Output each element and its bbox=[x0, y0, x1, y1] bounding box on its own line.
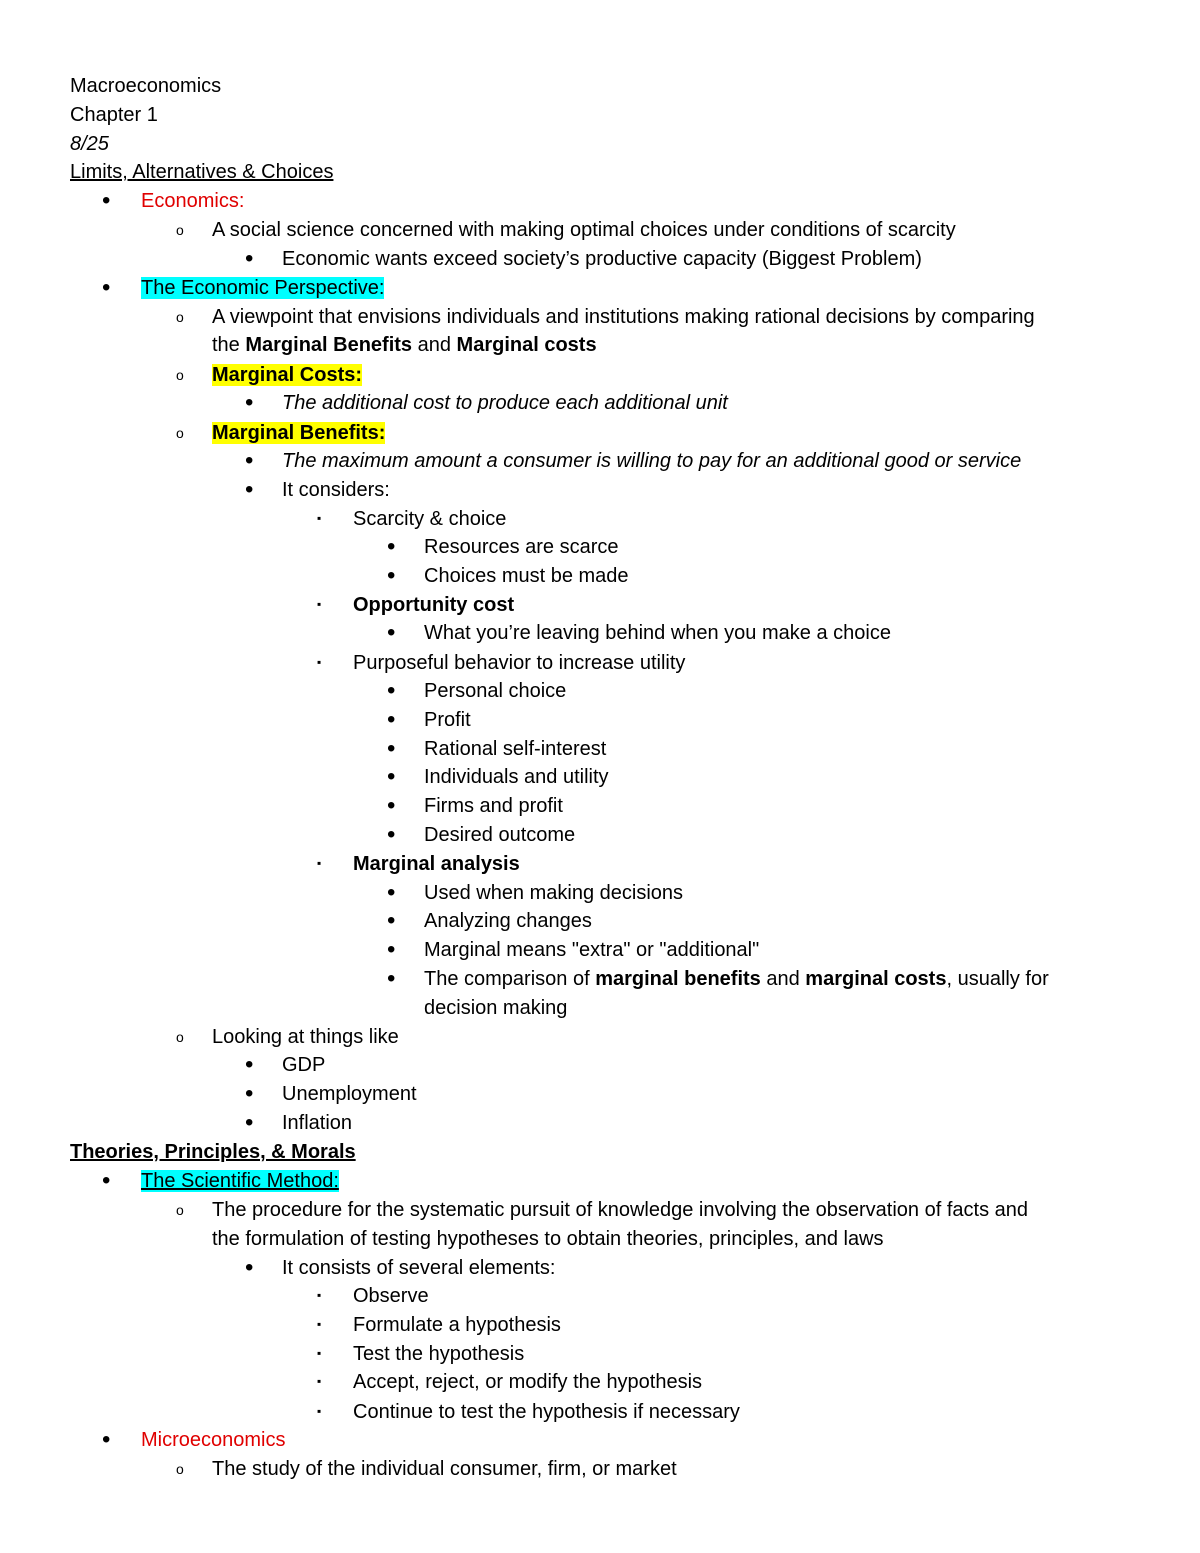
bullet-circle: o bbox=[176, 1029, 184, 1045]
text-run: , usually for bbox=[946, 968, 1049, 990]
bullet-disc: • bbox=[245, 476, 254, 503]
bullet-circle: o bbox=[176, 222, 184, 238]
analyzing-item: Analyzing changes bbox=[424, 910, 592, 932]
firms-item: Firms and profit bbox=[424, 795, 563, 817]
bullet-disc: • bbox=[387, 936, 396, 963]
doc-title: Macroeconomics bbox=[70, 75, 222, 97]
chapter-label: Chapter 1 bbox=[70, 104, 158, 126]
perspective-label bbox=[141, 274, 384, 302]
scarcity-item: Scarcity & choice bbox=[353, 508, 507, 530]
bullet-disc: • bbox=[102, 1167, 111, 1194]
perspective-highlight: The Economic Perspective: bbox=[141, 277, 385, 299]
marginal-benefits-term: Marginal Benefits bbox=[245, 334, 413, 356]
observe-item: Observe bbox=[353, 1285, 429, 1307]
inflation-item: Inflation bbox=[282, 1112, 353, 1134]
bullet-disc: • bbox=[387, 821, 396, 848]
comparison-item bbox=[424, 965, 1049, 993]
unemployment-item: Unemployment bbox=[282, 1083, 417, 1105]
bullet-disc: • bbox=[387, 677, 396, 704]
continue-item: Continue to test the hypothesis if necessary bbox=[353, 1401, 740, 1423]
marginal-benefits-highlight: Marginal Benefits: bbox=[212, 422, 386, 444]
bullet-disc: • bbox=[245, 1254, 254, 1281]
bullet-disc: • bbox=[245, 245, 254, 272]
economics-subpoint: Economic wants exceed society’s productive capacity (Biggest Problem) bbox=[282, 248, 922, 270]
profit-item: Profit bbox=[424, 709, 471, 731]
bullet-disc: • bbox=[387, 907, 396, 934]
section-heading-limits: Limits, Alternatives & Choices bbox=[70, 161, 334, 183]
marginal-costs-definition: The additional cost to produce each additional unit bbox=[282, 392, 728, 414]
bullet-disc: • bbox=[245, 1051, 254, 1078]
bullet-disc: • bbox=[387, 735, 396, 762]
marginal-means-item: Marginal means "extra" or "additional" bbox=[424, 939, 760, 961]
bullet-disc: • bbox=[387, 533, 396, 560]
economics-label: Economics: bbox=[141, 190, 245, 212]
bullet-square: ▪ bbox=[317, 511, 322, 525]
test-item: Test the hypothesis bbox=[353, 1343, 525, 1365]
scientific-definition-1: The procedure for the systematic pursuit of knowledge involving the observation of facts and bbox=[212, 1199, 1029, 1221]
bullet-circle: o bbox=[176, 1202, 184, 1218]
marginal-costs-label bbox=[212, 361, 362, 389]
bullet-square: ▪ bbox=[317, 1317, 322, 1331]
marginal-benefits-term: marginal benefits bbox=[595, 968, 761, 990]
scientific-definition-2: the formulation of testing hypotheses to obtain theories, principles, and laws bbox=[212, 1228, 884, 1250]
scarce-item: Resources are scarce bbox=[424, 536, 619, 558]
consists-item: It consists of several elements: bbox=[282, 1257, 556, 1279]
bullet-circle: o bbox=[176, 1461, 184, 1477]
bullet-square: ▪ bbox=[317, 1374, 322, 1388]
economics-definition: A social science concerned with making optimal choices under conditions of scarcity bbox=[212, 219, 956, 241]
text-run: and bbox=[412, 334, 457, 356]
bullet-square: ▪ bbox=[317, 1346, 322, 1360]
accept-item: Accept, reject, or modify the hypothesis bbox=[353, 1371, 703, 1393]
marginal-benefits-definition: The maximum amount a consumer is willing to pay for an additional good or service bbox=[282, 450, 1022, 472]
bullet-disc: • bbox=[245, 1080, 254, 1107]
rational-item: Rational self-interest bbox=[424, 738, 607, 760]
bullet-square: ▪ bbox=[317, 856, 322, 870]
opportunity-cost-item: Opportunity cost bbox=[353, 594, 515, 616]
microeconomics-label: Microeconomics bbox=[141, 1429, 286, 1451]
purposeful-item: Purposeful behavior to increase utility bbox=[353, 652, 686, 674]
individuals-item: Individuals and utility bbox=[424, 766, 609, 788]
marginal-benefits-label bbox=[212, 419, 385, 447]
marginal-costs-highlight: Marginal Costs: bbox=[212, 364, 363, 386]
personal-choice-item: Personal choice bbox=[424, 680, 567, 702]
section-heading-theories: Theories, Principles, & Morals bbox=[70, 1141, 356, 1163]
bullet-disc: • bbox=[387, 562, 396, 589]
marginal-costs-term: marginal costs bbox=[805, 968, 947, 990]
considers-text: It considers: bbox=[282, 479, 390, 501]
marginal-analysis-item: Marginal analysis bbox=[353, 853, 520, 875]
text-run: The comparison of bbox=[424, 968, 596, 990]
scientific-method-label bbox=[141, 1167, 339, 1195]
comparison-continued: decision making bbox=[424, 997, 568, 1019]
used-item: Used when making decisions bbox=[424, 882, 684, 904]
text-run: the bbox=[212, 334, 246, 356]
text-run: and bbox=[760, 968, 806, 990]
bullet-disc: • bbox=[387, 965, 396, 992]
choices-item: Choices must be made bbox=[424, 565, 629, 587]
perspective-definition-2 bbox=[212, 331, 597, 359]
leaving-item: What you’re leaving behind when you make a choice bbox=[424, 622, 891, 644]
bullet-circle: o bbox=[176, 367, 184, 383]
gdp-item: GDP bbox=[282, 1054, 326, 1076]
bullet-disc: • bbox=[102, 187, 111, 214]
microeconomics-definition: The study of the individual consumer, firm, or market bbox=[212, 1458, 677, 1480]
desired-item: Desired outcome bbox=[424, 824, 576, 846]
perspective-definition-1: A viewpoint that envisions individuals and institutions making rational decisions by comparing bbox=[212, 306, 1035, 328]
bullet-square: ▪ bbox=[317, 1404, 322, 1418]
formulate-item: Formulate a hypothesis bbox=[353, 1314, 561, 1336]
bullet-circle: o bbox=[176, 425, 184, 441]
marginal-costs-term: Marginal costs bbox=[456, 334, 597, 356]
bullet-disc: • bbox=[387, 792, 396, 819]
bullet-disc: • bbox=[387, 879, 396, 906]
scientific-method-highlight: The Scientific Method: bbox=[141, 1170, 339, 1192]
bullet-square: ▪ bbox=[317, 655, 322, 669]
bullet-disc: • bbox=[245, 389, 254, 416]
looking-at-item: Looking at things like bbox=[212, 1026, 399, 1048]
bullet-square: ▪ bbox=[317, 1288, 322, 1302]
bullet-disc: • bbox=[245, 447, 254, 474]
date-label: 8/25 bbox=[70, 133, 109, 155]
bullet-circle: o bbox=[176, 309, 184, 325]
bullet-disc: • bbox=[387, 763, 396, 790]
bullet-disc: • bbox=[102, 274, 111, 301]
bullet-disc: • bbox=[102, 1426, 111, 1453]
bullet-disc: • bbox=[387, 619, 396, 646]
bullet-disc: • bbox=[245, 1109, 254, 1136]
bullet-square: ▪ bbox=[317, 597, 322, 611]
bullet-disc: • bbox=[387, 706, 396, 733]
